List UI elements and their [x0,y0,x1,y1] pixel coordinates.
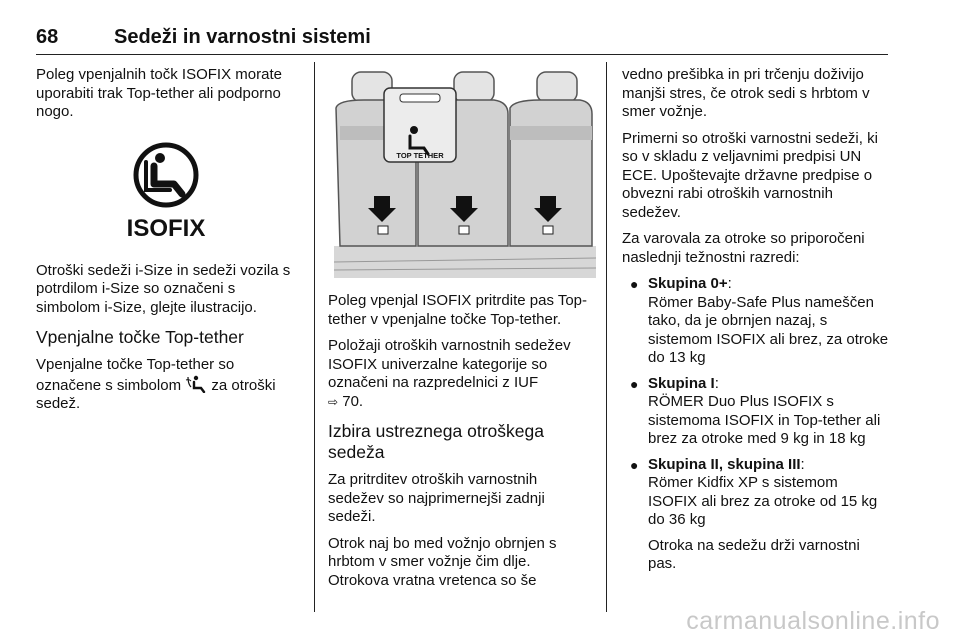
bullet-icon: ● [630,276,639,292]
top-tether-text-b: za otroški sedež. [36,376,276,412]
top-tether-paragraph [36,356,298,414]
list-item: ● Skupina I: RÖMER Duo Plus ISOFIX s sistemoma ISOFIX in Top-tether ali brez za otroke med 9 kg in 18 kg [630,374,881,447]
list-item: ● Skupina II, skupina III: Römer Kidfix XP s sistemom ISOFIX ali brez za otroke od 15 kg do 36 kg Otroka na sedežu drži varnostni pas. [622,456,890,574]
iuf-page-ref: 70. [342,392,364,410]
regulation-paragraph: Primerni so otroški varnostni sedeži, ki so v skladu z veljavnimi predpisi UN ECE. Upoštevajte državne predpise o obvezni rabi otroških varnostnih sedežev. [622,129,878,221]
group-text: Römer Baby-Safe Plus nameščen tako, da je obrnjen nazaj, s sistemom ISOFIX ali brez, za otroke do 13 kg [648,293,889,366]
group-text: Römer Kidfix XP s sistemom ISOFIX ali brez za otroke od 15 kg do 36 kg [648,474,878,528]
weight-class-intro: Za varovala za otroke so priporočeni naslednji težnostni razredi: [622,230,865,266]
column-right [622,66,890,581]
group-title: Skupina II, skupina III [648,455,801,473]
rear-seats-paragraph: Za pritrditev otroških varnostnih sedežev so najprimernejši zadnji sedeži. [328,471,545,525]
group-text: RÖMER Duo Plus ISOFIX s sistemoma ISOFIX in Top-tether ali brez za otroke med 9 kg in 18 kg [648,393,881,447]
continuation-paragraph: vedno prešibka in pri trčenju doživijo manjši stres, če otrok sedi s hrbtom v smer vožnje. [622,66,870,120]
intro-paragraph: Poleg vpenjalnih točk ISOFIX morate uporabiti trak Top-tether ali podporno nogo. [36,66,282,120]
selection-heading: Izbira ustreznega otroškega sedeža [328,421,544,462]
list-item: ● Skupina 0+: Römer Baby-Safe Plus nameščen tako, da je obrnjen nazaj, s sistemom ISOFIX ali brez, za otroke do 13 kg [630,275,889,366]
isize-paragraph: Otroški sedeži i-Size in sedeži vozila s potrdilom i-Size so označeni s simbolom i-Size, glejte ilustracijo. [36,261,291,316]
column-middle [328,292,590,598]
column-left [36,66,298,422]
child-seat-icon [185,375,207,393]
column-divider-left [314,62,315,612]
page-reference-icon: ⇨ [328,394,339,409]
column-divider-right [606,62,607,612]
top-tether-label: TOP TETHER [396,151,444,160]
top-tether-text-a: Vpenjalne točke Top-tether so označene s simbolom [36,356,235,394]
isofix-logo-text: ISOFIX [126,214,206,240]
seat-illustration [334,66,596,278]
top-tether-heading: Vpenjalne točke Top-tether [36,327,244,347]
iuf-paragraph [328,337,590,411]
group-extra: Otroka na sedežu drži varnostni pas. [648,536,860,572]
isofix-logo [124,140,208,240]
page-header [36,26,888,55]
rearward-paragraph: Otrok naj bo med vožnjo obrnjen s hrbtom v smer vožnje čim dlje. Otrokova vratna vretenca so še [328,534,557,589]
watermark: carmanualsonline.info [686,607,940,635]
group-title: Skupina I [648,374,715,392]
bullet-icon: ● [630,456,639,473]
bullet-icon: ● [630,375,639,392]
group-title: Skupina 0+ [648,275,728,292]
chapter-title: Sedeži in varnostni sistemi [114,26,371,48]
tether-paragraph: Poleg vpenjal ISOFIX pritrdite pas Top-tether v vpenjalne točke Top-tether. [328,292,588,328]
page-number: 68 [36,26,59,48]
iuf-text: Položaji otroških varnostnih sedežev ISOFIX univerzalne kategorije so označeni na razpredelnici z IUF [328,337,571,391]
